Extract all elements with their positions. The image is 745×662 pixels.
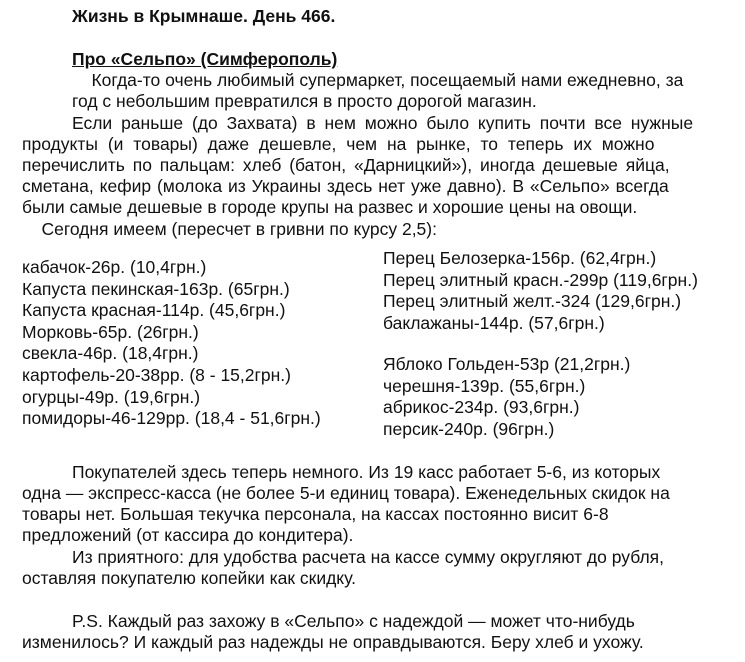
text-line: Когда-то очень любимый супермаркет, посещаемый нами ежедневно, за bbox=[72, 70, 684, 90]
price-item: Морковь-65р. (26грн.) bbox=[22, 321, 199, 342]
before-paragraph bbox=[22, 113, 724, 218]
section-title: Про «Сельпо» (Симферополь) bbox=[72, 49, 338, 69]
price-item: Перец элитный красн.-299р (119,6грн.) bbox=[383, 269, 698, 290]
page-title: Жизнь в Крымнаше. День 466. bbox=[72, 6, 336, 26]
price-item: помидоры-46-129рр. (18,4 - 51,6грн.) bbox=[22, 408, 321, 429]
text-line: товары нет. Большая текучка персонала, на кассах постоянно висит 6-8 bbox=[22, 504, 609, 524]
price-list-right-fruits bbox=[383, 354, 630, 440]
text-line: были самые дешевые в городе крупы на развес и хорошие цены на овощи. bbox=[22, 197, 638, 217]
price-item: кабачок-26р. (10,4грн.) bbox=[22, 257, 207, 277]
price-item: Капуста пекинская-163р. (65грн.) bbox=[22, 278, 290, 299]
price-list-right-vegetables bbox=[383, 248, 698, 334]
text-line: Покупателей здесь теперь немного. Из 19 касс работает 5-6, из которых bbox=[72, 462, 661, 482]
buyers-paragraph bbox=[22, 462, 724, 546]
pleasant-paragraph bbox=[22, 547, 724, 589]
text-line: год с небольшим превратился в просто дорогой магазин. bbox=[72, 91, 537, 111]
text-line: продукты (и товары) даже дешевле, чем на рынке, то теперь их можно bbox=[22, 134, 655, 154]
ps-paragraph bbox=[22, 611, 724, 653]
price-item: абрикос-234р. (93,6грн.) bbox=[383, 397, 580, 418]
text-line: P.S. Каждый раз захожу в «Сельпо» с надеждой — может что-нибудь bbox=[72, 611, 635, 631]
today-line: Сегодня имеем (пересчет в гривни по курсу 2,5): bbox=[22, 219, 437, 239]
price-item: Перец Белозерка-156р. (62,4грн.) bbox=[383, 248, 657, 268]
intro-paragraph bbox=[72, 70, 724, 112]
price-item: огурцы-49р. (19,6грн.) bbox=[22, 386, 201, 407]
price-list-left bbox=[22, 257, 321, 430]
price-item: баклажаны-144р. (57,6грн.) bbox=[383, 312, 605, 333]
price-item: персик-240р. (96грн.) bbox=[383, 418, 555, 439]
text-line: изменилось? И каждый раз надежды не оправдываются. Беру хлеб и ухожу. bbox=[22, 632, 644, 652]
price-item: свекла-46р. (18,4грн.) bbox=[22, 343, 199, 364]
text-line: предложений (от кассира до кондитера). bbox=[22, 525, 354, 545]
text-line: Если раньше (до Захвата) в нем можно было купить почти все нужные bbox=[72, 113, 694, 133]
text-line: сметана, кефир (молока из Украины здесь нет уже давно). В «Сельпо» всегда bbox=[22, 176, 669, 196]
price-item: Капуста красная-114р. (45,6грн.) bbox=[22, 300, 286, 321]
text-line: одна — экспресс-касса (не более 5-и единиц товара). Еженедельных скидок на bbox=[22, 483, 670, 503]
price-item: черешня-139р. (55,6грн.) bbox=[383, 375, 586, 396]
text-line: оставляя покупателю копейки как скидку. bbox=[22, 568, 357, 588]
text-line: Из приятного: для удобства расчета на кассе сумму округляют до рубля, bbox=[72, 547, 665, 567]
text-line: перечислить по пальцам: хлеб (батон, «Дарницкий»), иногда дешевые яйца, bbox=[22, 155, 670, 175]
price-item: Яблоко Гольден-53р (21,2грн.) bbox=[383, 354, 631, 374]
price-item: картофель-20-38рр. (8 - 15,2грн.) bbox=[22, 364, 291, 385]
price-item: Перец элитный желт.-324 (129,6грн.) bbox=[383, 291, 682, 312]
